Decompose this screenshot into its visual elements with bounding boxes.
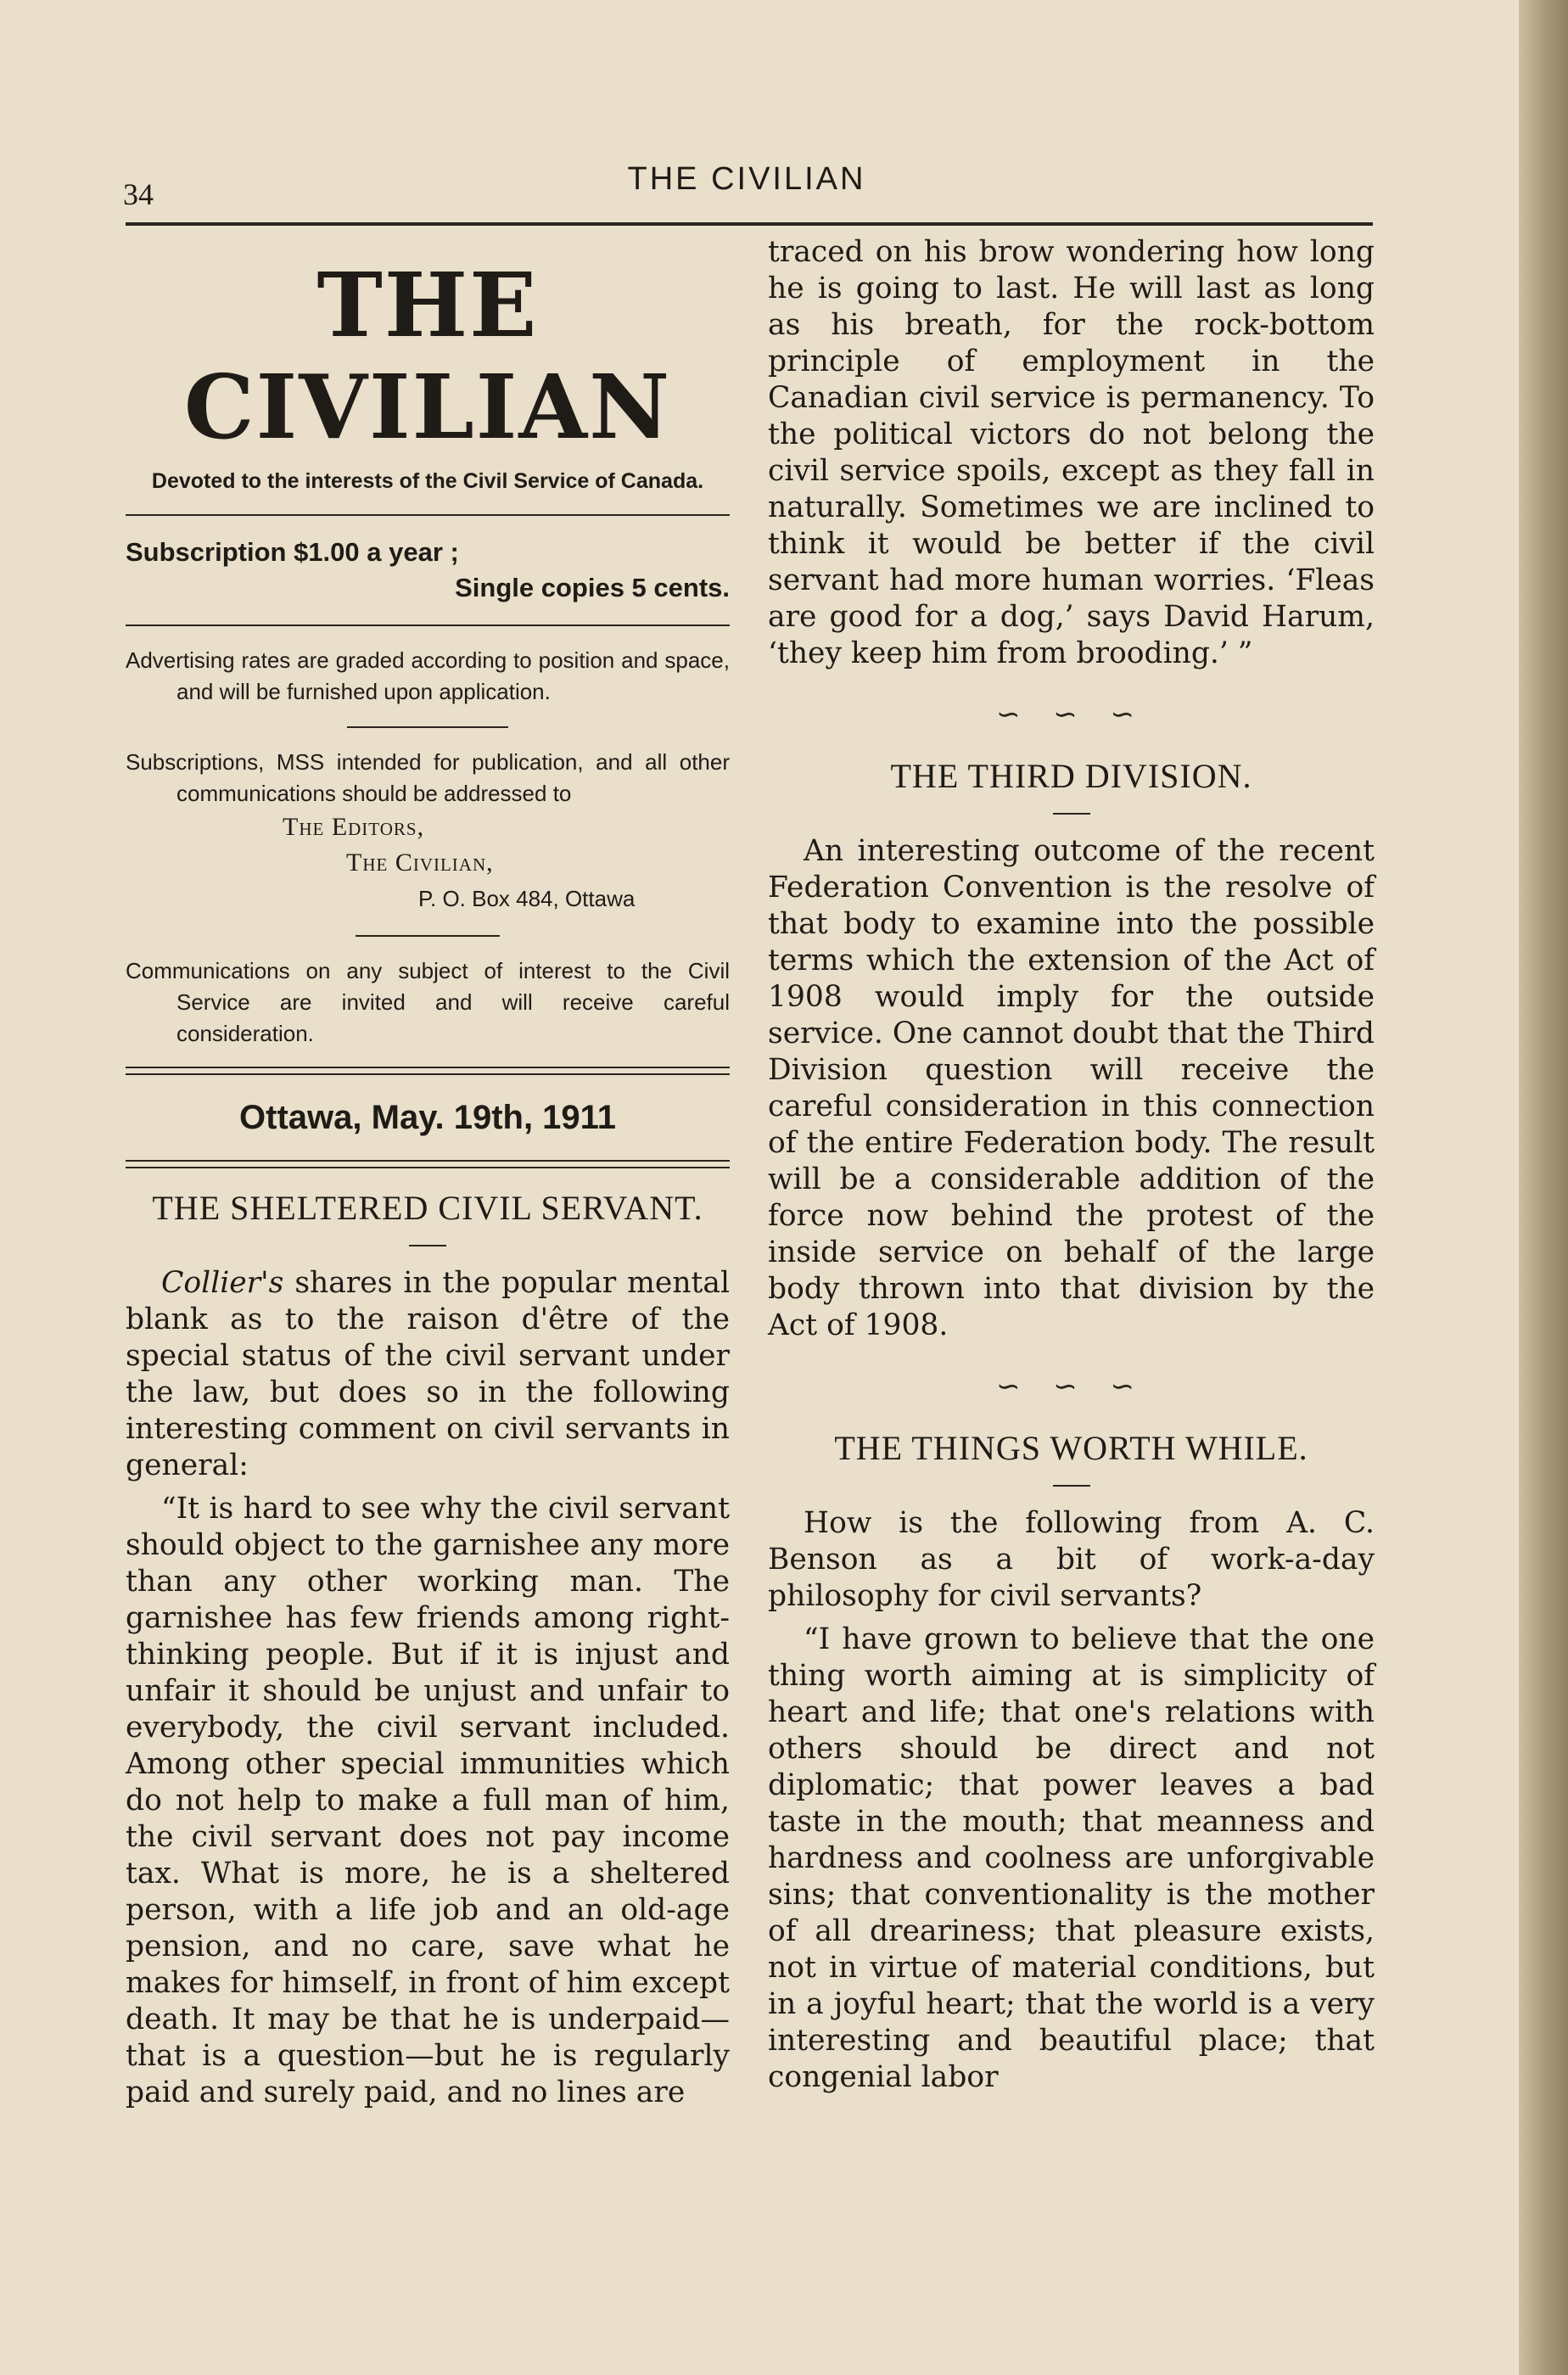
binding-gutter: [1519, 0, 1568, 2375]
masthead-tagline: Devoted to the interests of the Civil Service of Canada.: [151, 469, 704, 493]
communications-notice: [126, 955, 730, 1050]
advertising-notice: [126, 645, 730, 708]
divider: [347, 726, 508, 728]
publication-name: Collier's: [161, 1266, 284, 1300]
section-ornament: ∽ ∽ ∽: [995, 697, 1147, 731]
section-ornament: ∽ ∽ ∽: [995, 1370, 1147, 1403]
single-copy-price: Single copies 5 cents.: [455, 573, 730, 602]
title-dash: [1053, 813, 1090, 815]
address-box: P. O. Box 484, Ottawa: [418, 886, 636, 911]
right-column: [768, 235, 1375, 2096]
article-paragraph: “I have grown to believe that the one thing worth aiming at is simplicity of heart and life; that one's relations with others should be direct and not diplomatic; that power leaves a bad taste in the mouth; that meanness and hardness and coolness are unforgivable sins; that conventionality is the mother of all dreariness; that pleasure exists, not in virtue of material conditions, but in a joyful heart; that the world is a very interesting and beautiful place; that congenial labor: [768, 1622, 1375, 2094]
double-rule: [126, 1160, 730, 1168]
article-paragraph: How is the following from A. C. Benson as a bit of work-a-day philosophy for civil servants?: [768, 1506, 1375, 1613]
address-civilian: The Civilian,: [346, 849, 494, 877]
masthead-title: THE CIVILIAN: [183, 253, 672, 459]
article-title-things-worth-while: THE THINGS WORTH WHILE.: [834, 1429, 1308, 1467]
article-paragraph: “It is hard to see why the civil servant should object to the garnishee any more than any other working man. The garnishee has few friends among right-thinking people. But if it is injust and unfair it should be unjust and unfair to everybody, the civil servant included. Among other special immunities which do not help to make a full man of him, the civil servant does not pay income tax. What is more, he is a sheltered person, with a life job and an old-age pension, and no care, save what he makes for himself, in front of him except death. It may be that he is underpaid—that is a question—but he is regularly paid and surely paid, and no lines are: [126, 1492, 730, 2109]
article-paragraph: An interesting outcome of the recent Federation Convention is the resolve of that body to examine into the possible terms which the extension of the Act of 1908 would imply for the outside service. One cannot doubt that the Third Division question will receive the careful consideration in this connection of the entire Federation body. The result will be a considerable addition of the force now behind the protest of the inside service on behalf of the large body thrown into that division by the Act of 1908.: [768, 834, 1375, 1342]
paragraph-text: shares in the popular mental blank as to the raison d'être of the special status of the civil servant under the law, but does so in the following interesting comment on civil servants in general:: [126, 1266, 730, 1482]
article-title-third-division: THE THIRD DIVISION.: [890, 757, 1252, 795]
subscription-price: Subscription $1.00 a year ;: [126, 537, 459, 567]
article-title-sheltered: THE SHELTERED CIVIL SERVANT.: [152, 1189, 703, 1227]
divider: [126, 514, 730, 516]
left-column: [126, 238, 730, 2111]
page-number: 34: [123, 177, 154, 211]
title-dash: [1053, 1485, 1090, 1487]
double-rule: [126, 1067, 730, 1075]
article-paragraph: [126, 1265, 730, 1484]
editors-address: [126, 809, 730, 916]
divider: [126, 625, 730, 626]
article-paragraph-continued: traced on his brow wondering how long he is going to last. He will last as long as his breath, for the rock-bottom principle of employment in the Canadian civil service is permanency. To the political victors do not belong the civil service spoils, except as they fall in naturally. Sometimes we are inclined to think it would be better if the civil servant had more human worries. ‘Fleas are good for a dog,’ says David Harum, ‘they keep him from brooding.’ ”: [768, 235, 1375, 670]
address-editors: The Editors,: [283, 813, 425, 841]
header-rule: [126, 222, 1373, 226]
divider: [356, 935, 500, 937]
dateline: Ottawa, May. 19th, 1911: [239, 1099, 616, 1136]
running-head: THE CIVILIAN: [627, 161, 866, 197]
submissions-notice: [126, 747, 730, 809]
advertising-text: Advertising rates are graded according to position and space, and will be furnished upon application.: [126, 647, 730, 704]
title-dash: [409, 1245, 446, 1246]
communications-text: Communications on any subject of interest to the Civil Service are invited and will receive careful consideration.: [126, 958, 730, 1046]
submissions-text: Subscriptions, MSS intended for publication, and all other communications should be addressed to: [126, 749, 730, 806]
